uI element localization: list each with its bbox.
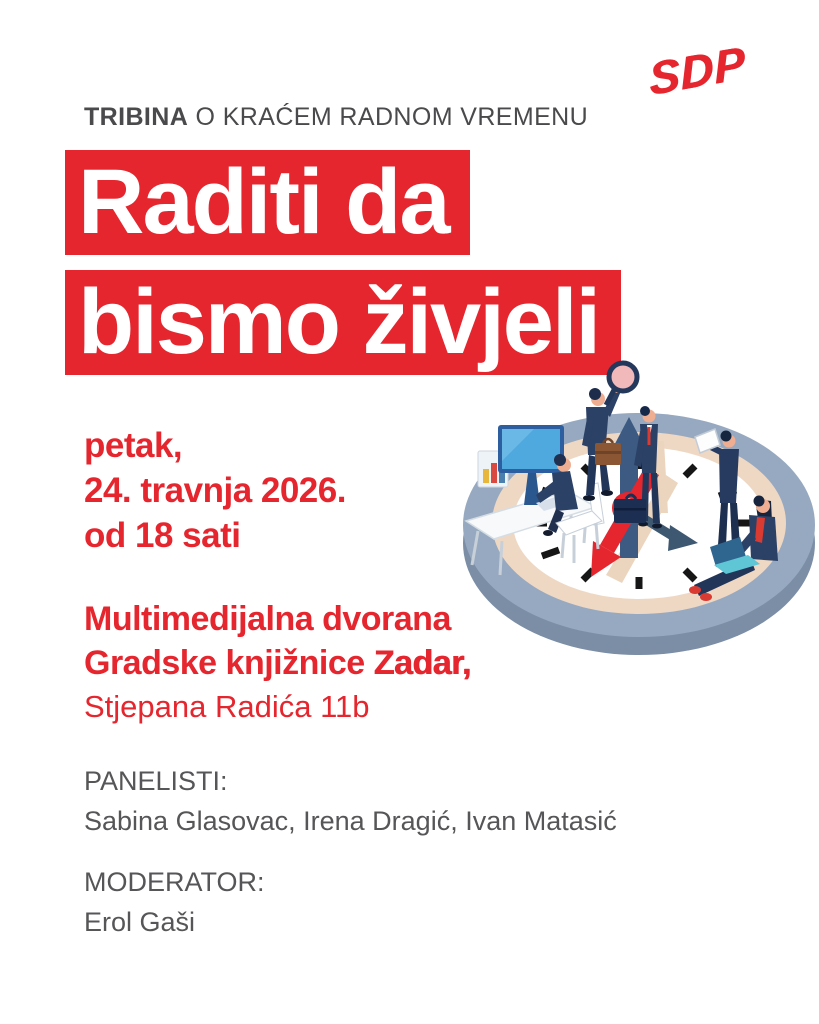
event-datetime	[84, 423, 346, 558]
panelists-label: PANELISTI:	[84, 766, 228, 796]
sdp-logo: SDP	[647, 36, 747, 106]
date-line-1: petak,	[84, 426, 183, 465]
title-line-1: Raditi da	[65, 150, 470, 255]
moderator-block	[84, 862, 265, 942]
kicker-line	[84, 103, 588, 132]
dark-briefcase	[614, 495, 646, 523]
moderator-name: Erol Gaši	[84, 907, 196, 937]
venue-line-2: Gradske knjižnice Zadar,	[84, 644, 471, 682]
kicker-bold: TRIBINA	[84, 103, 189, 131]
venue-address: Stjepana Radića 11b	[84, 689, 370, 724]
panelists-block	[84, 761, 617, 841]
moderator-label: MODERATOR:	[84, 867, 265, 897]
venue-block	[84, 597, 471, 729]
date-line-2: 24. travnja 2026.	[84, 471, 346, 510]
venue-line-1: Multimedijalna dvorana	[84, 600, 451, 638]
kicker-rest: O KRAĆEM RADNOM VREMENU	[188, 103, 589, 131]
title-line-2: bismo živjeli	[65, 270, 621, 375]
clock-illustration	[452, 353, 817, 658]
venue-city: Zadar,	[373, 644, 471, 682]
date-line-3: od 18 sati	[84, 516, 241, 555]
magnifying-glass-icon	[606, 363, 637, 405]
panelists-names: Sabina Glasovac, Irena Dragić, Ivan Matasić	[84, 806, 617, 836]
